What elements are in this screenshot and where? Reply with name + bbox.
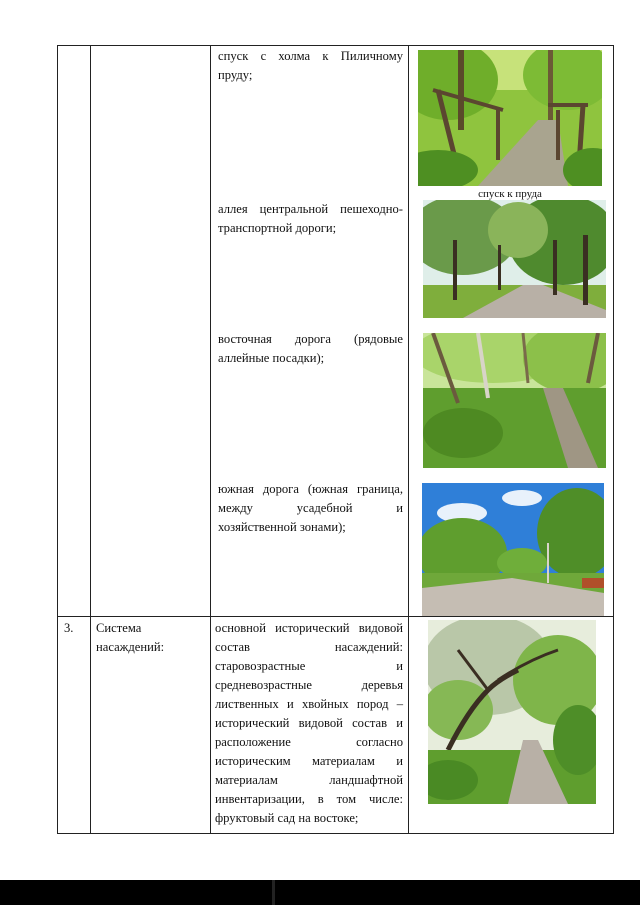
- photo-caption: спуск к пруда: [478, 188, 542, 200]
- col-divider-1: [90, 45, 91, 834]
- row-name: Система насаждений:: [96, 621, 165, 654]
- alley-photo: [423, 200, 606, 318]
- col-divider-3: [408, 45, 409, 834]
- stairs-photo: [418, 50, 602, 186]
- row-divider: [57, 616, 614, 617]
- south-road-photo: [422, 483, 604, 616]
- row-number: 3.: [64, 621, 74, 635]
- entry-text-east-road: восточная дорога (рядовые аллейные посадки);: [218, 332, 403, 365]
- scan-bottom-bar: [0, 880, 640, 905]
- table-left-border: [57, 45, 58, 834]
- table-right-border: [613, 45, 614, 834]
- entry-text-stairs: спуск с холма к Пиличному пруду;: [218, 49, 403, 82]
- row-description: основной исторический видовой состав насаждений: старовозрастные и средневозрастные деревья лиственных и хвойных пород – исторический видовой состав и расположение согласно историческим материалам и материалам ландшафтной инвентаризации, в том числе: фруктовый сад на востоке;: [215, 621, 403, 825]
- east-road-photo: [423, 333, 606, 468]
- orchard-photo: [428, 620, 596, 804]
- col-divider-2: [210, 45, 211, 834]
- entry-text-south-road: южная дорога (южная граница, между усадебной и хозяйственной зонами);: [218, 482, 403, 534]
- entry-text-alley: аллея центральной пешеходно-транспортной дороги;: [218, 202, 403, 235]
- table-top-border: [57, 45, 614, 46]
- scan-bottom-divider: [272, 880, 275, 905]
- table-bottom-border: [57, 833, 614, 834]
